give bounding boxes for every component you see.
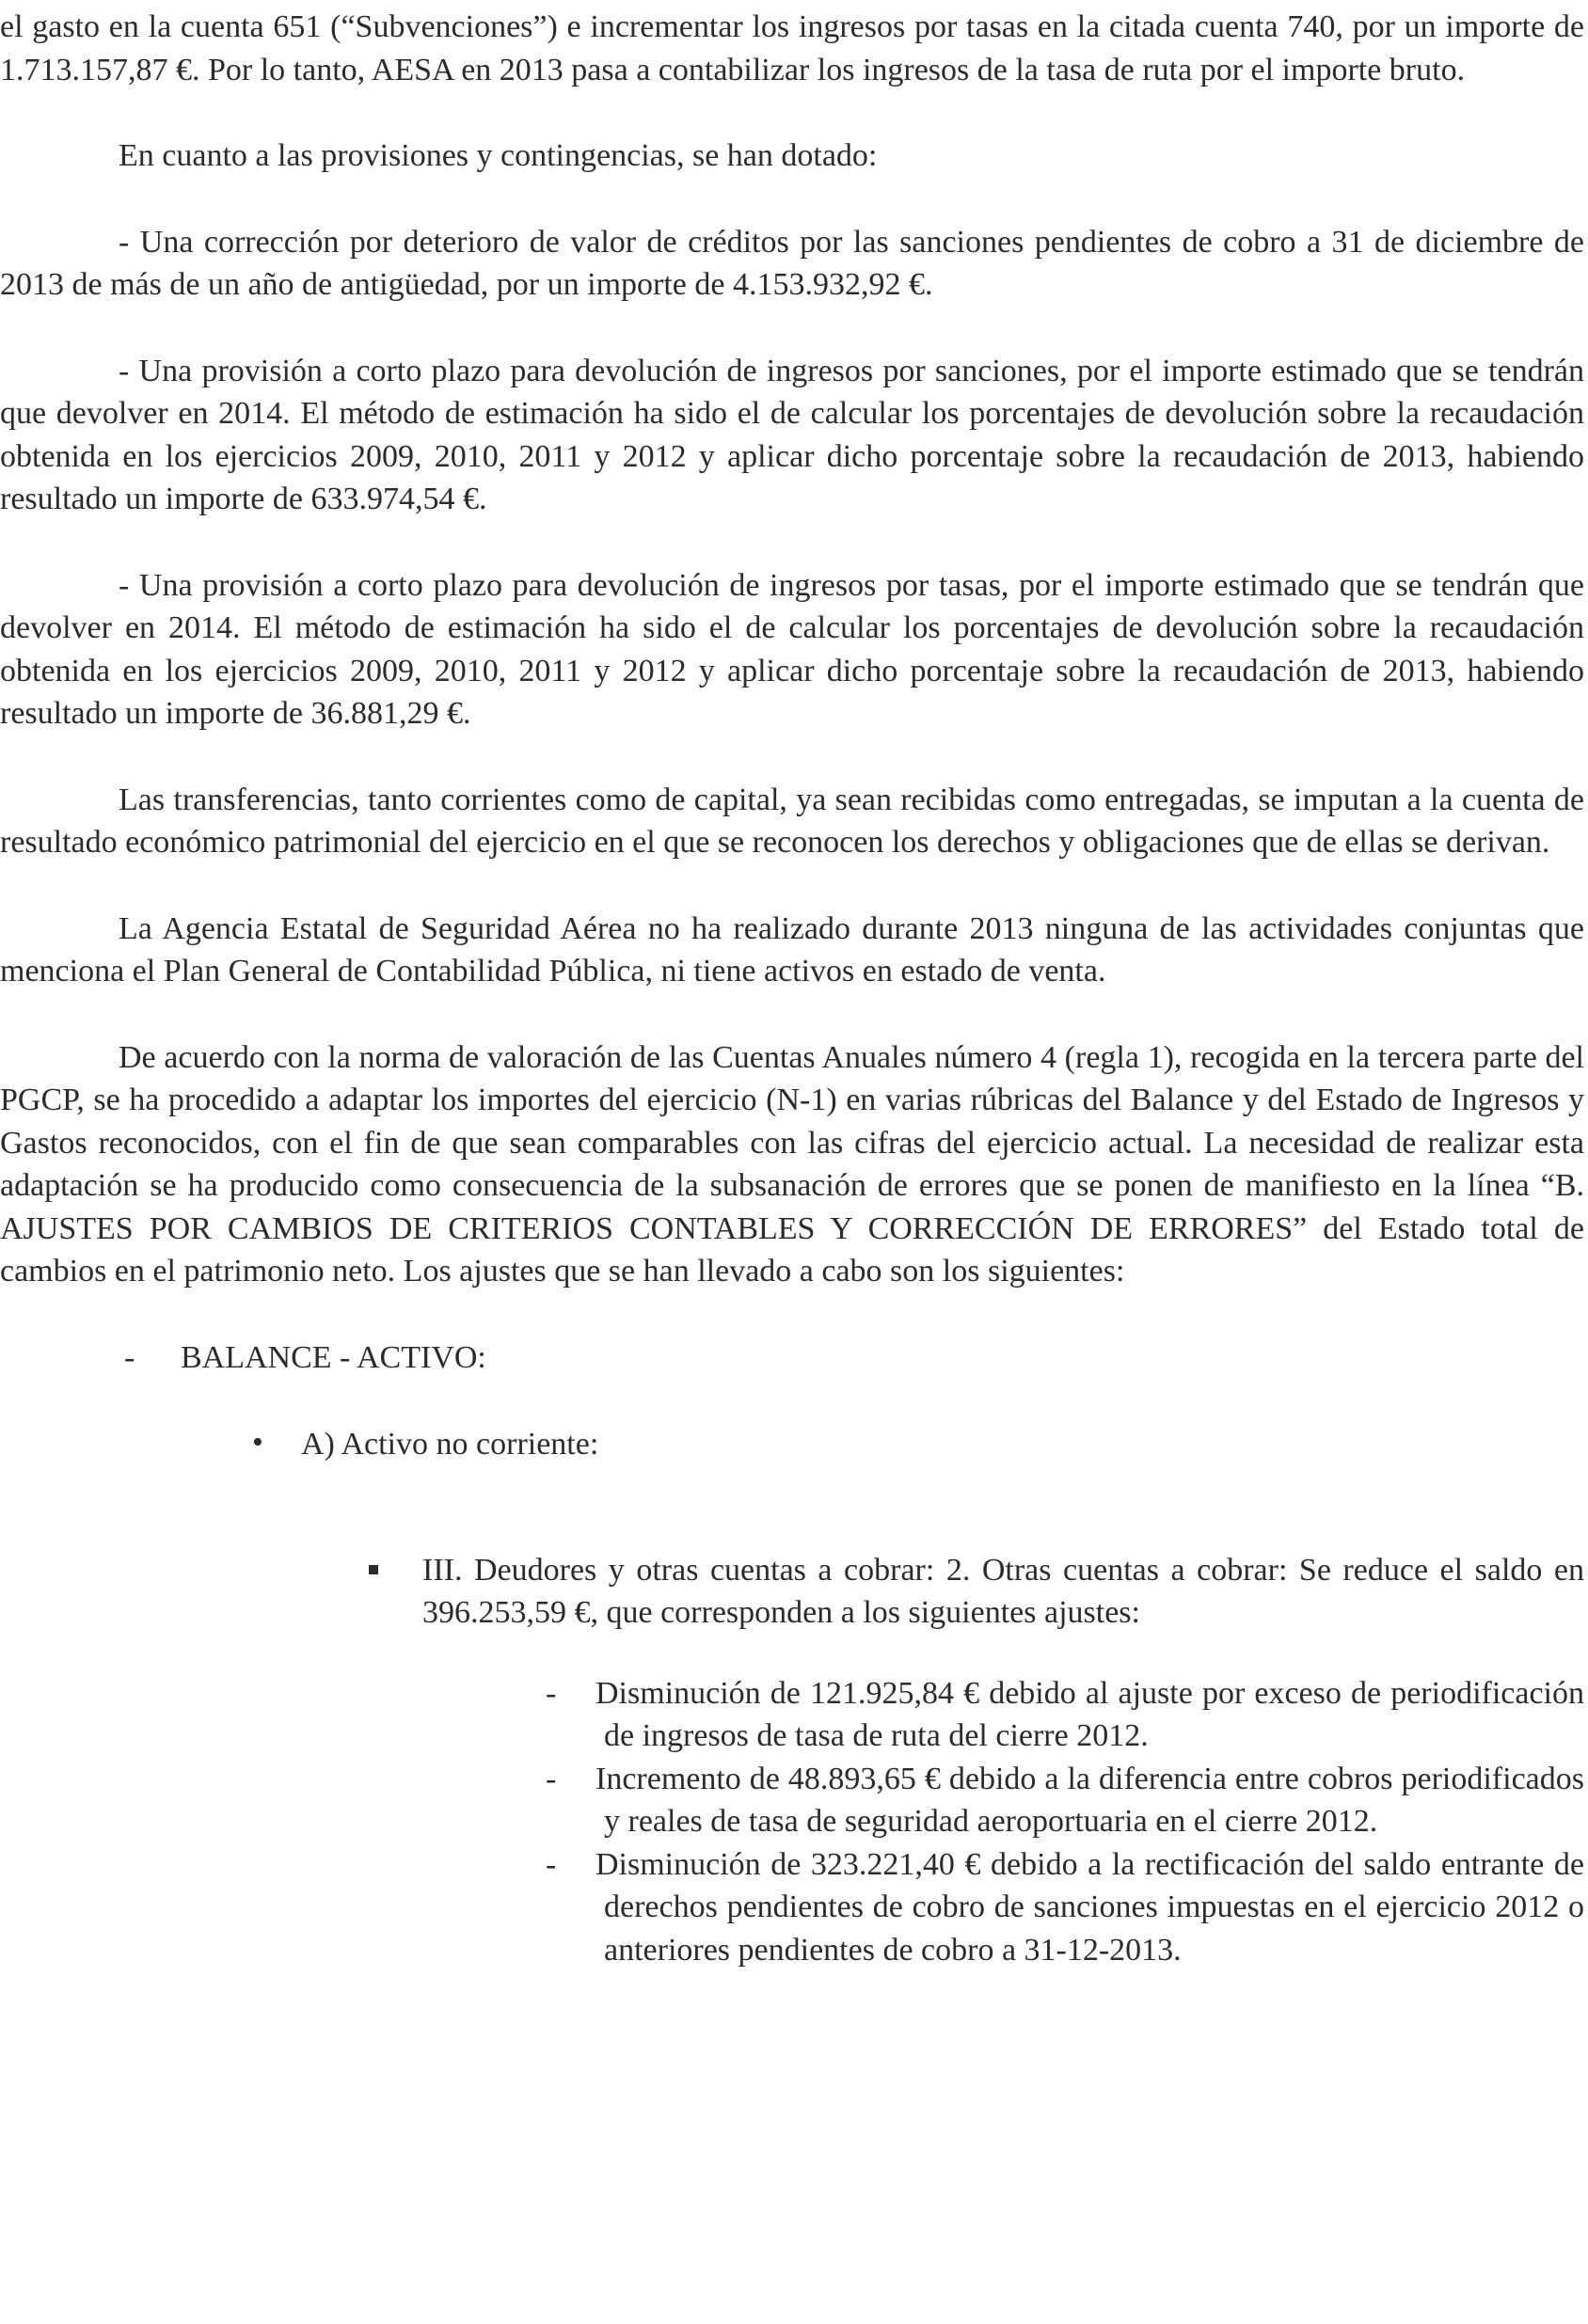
- paragraph-sanctions-provision: - Una provisión a corto plazo para devolución de ingresos por sanciones, por el importe estimado que se tendrán que devolver en 2014. El método de estimación ha sido el de calcular los porcentajes de devolución sobre la recaudación obtenida en los ejercicios 2009, 2010, 2011 y 2012 y aplicar dicho porcentaje sobre la recaudación de 2013, habiendo resultado un importe de 633.974,54 €.: [0, 353, 1584, 516]
- adjustment-text: Disminución de 323.221,40 € debido a la rectificación del saldo entrante de derechos pendientes de cobro de sanciones impuestas en el ejercicio 2012 o anteriores pendientes de cobro a 31-12-2013.: [596, 1846, 1584, 1968]
- list-item-deudores: [0, 1549, 1584, 1635]
- paragraph-transfers: Las transferencias, tanto corrientes como de capital, ya sean recibidas como entregadas, se imputan a la cuenta de resultado económico patrimonial del ejercicio en el que se reconocen los derechos y obligaciones que de ellas se derivan.: [0, 782, 1584, 860]
- paragraph-impairment-correction: - Una corrección por deterioro de valor de créditos por las sanciones pendientes de cobro a 31 de diciembre de 2013 de más de un año de antigüedad, por un importe de 4.153.932,92 €.: [0, 224, 1584, 302]
- adjustment-text: Disminución de 121.925,84 € debido al ajuste por exceso de periodificación de ingresos de tasa de ruta del cierre 2012.: [596, 1675, 1584, 1753]
- paragraph-fees-provision: - Una provisión a corto plazo para devolución de ingresos por tasas, por el importe estimado que se tendrán que devolver en 2014. El método de estimación ha sido el de calcular los porcentajes de devolución sobre la recaudación obtenida en los ejercicios 2009, 2010, 2011 y 2012 y aplicar dicho porcentaje sobre la recaudación de 2013, habiendo resultado un importe de 36.881,29 €.: [0, 567, 1584, 731]
- adjustment-item: [0, 1843, 1584, 1972]
- dash-marker: -: [546, 1675, 557, 1711]
- bullet-marker: •: [252, 1424, 263, 1460]
- list-item-activo-no-corriente: [0, 1423, 1584, 1466]
- paragraph-valuation-norm: De acuerdo con la norma de valoración de las Cuentas Anuales número 4 (regla 1), recogida en la tercera parte del PGCP, se ha procedido a adaptar los importes del ejercicio (N-1) en varias rúbricas del Balance y del Estado de Ingresos y Gastos reconocidos, con el fin de que sean comparables con las cifras del ejercicio actual. La necesidad de realizar esta adaptación se ha producido como consecuencia de la subsanación de errores que se ponen de manifiesto en la línea “B. AJUSTES POR CAMBIOS DE CRITERIOS CONTABLES Y CORRECCIÓN DE ERRORES” del Estado total de cambios en el patrimonio neto. Los ajustes que se han llevado a cabo son los siguientes:: [0, 1039, 1584, 1288]
- adjustments-list: [0, 1672, 1584, 1972]
- document-body: [0, 6, 1584, 1971]
- paragraph-continuation: el gasto en la cuenta 651 (“Subvenciones”) e incrementar los ingresos por tasas en la citada cuenta 740, por un importe de 1.713.157,87 €. Por lo tanto, AESA en 2013 pasa a contabilizar los ingresos de la tasa de ruta por el importe bruto.: [0, 9, 1584, 87]
- adjustment-item: [0, 1758, 1584, 1843]
- list-item-label: BALANCE - ACTIVO:: [181, 1339, 486, 1375]
- paragraph-joint-activities: La Agencia Estatal de Seguridad Aérea no ha realizado durante 2013 ninguna de las actividades conjuntas que menciona el Plan General de Contabilidad Pública, ni tiene activos en estado de venta.: [0, 910, 1584, 988]
- dash-marker: -: [546, 1761, 557, 1796]
- dash-marker: -: [124, 1339, 135, 1375]
- paragraph-provisions-intro: En cuanto a las provisiones y contingencias, se han dotado:: [119, 138, 878, 173]
- dash-marker: -: [546, 1846, 557, 1882]
- list-item-label: A) Activo no corriente:: [301, 1426, 599, 1462]
- list-item-balance-activo: [0, 1336, 1584, 1380]
- square-bullet-icon: [369, 1565, 378, 1574]
- list-item-label: III. Deudores y otras cuentas a cobrar: 2. Otras cuentas a cobrar: Se reduce el saldo en 396.253,59 €, que corresponden a los siguientes ajustes:: [422, 1552, 1584, 1630]
- adjustment-item: [0, 1672, 1584, 1758]
- adjustment-text: Incremento de 48.893,65 € debido a la diferencia entre cobros periodificados y reales de tasa de seguridad aeroportuaria en el cierre 2012.: [596, 1761, 1584, 1839]
